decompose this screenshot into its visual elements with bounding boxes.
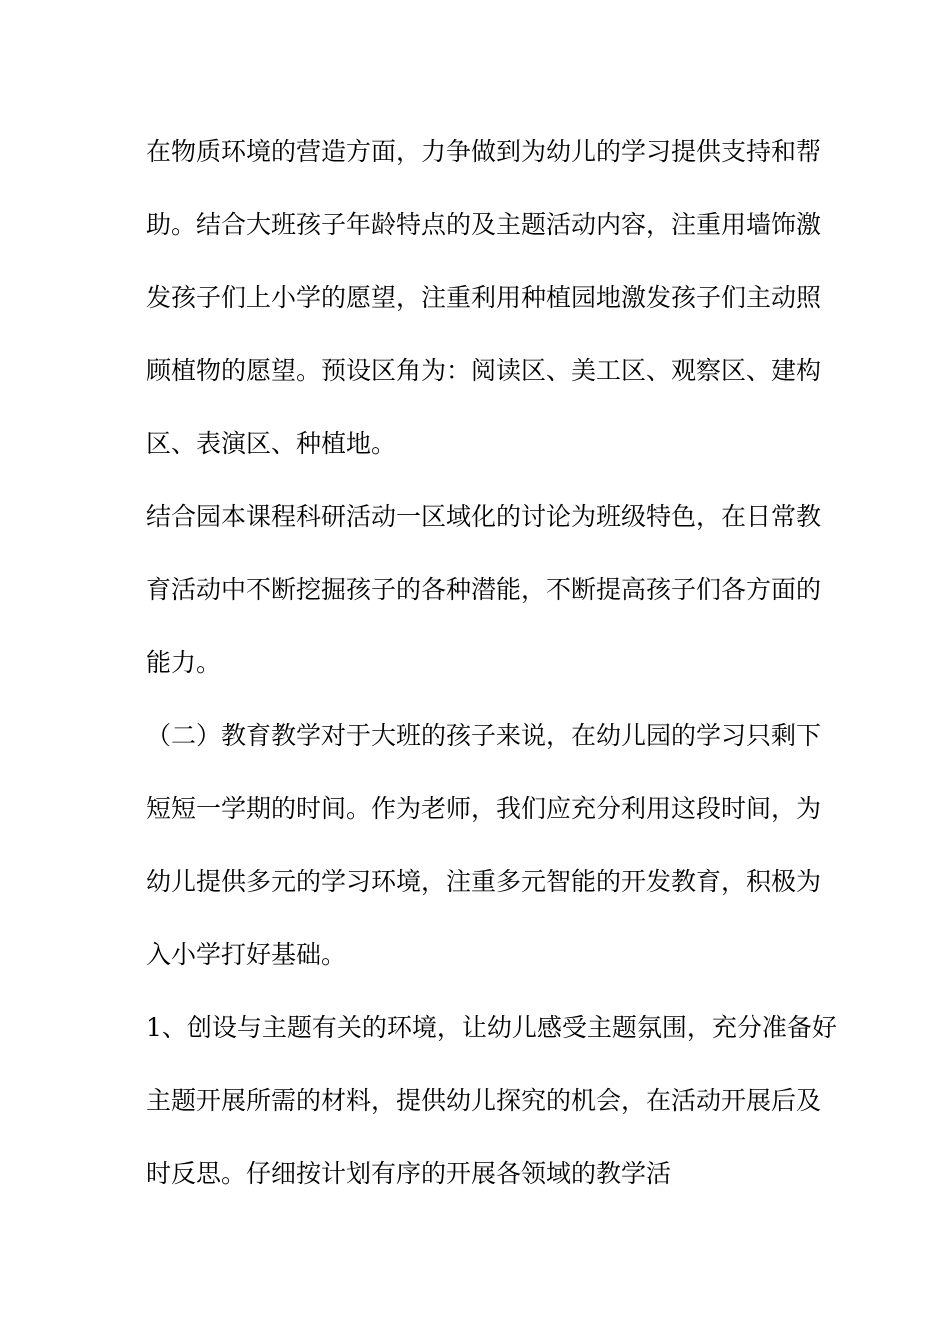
text-line: 助。结合大班孩子年龄特点的及主题活动内容，注重用墙饰激 — [146, 210, 822, 239]
text-line: 顾植物的愿望。预设区角为：阅读区、美工区、观察区、建构 — [146, 356, 822, 385]
text-line: 幼儿提供多元的学习环境，注重多元智能的开发教育，积极为 — [146, 867, 822, 896]
text-line: 能力。 — [146, 648, 222, 677]
text-line: 时反思。仔细按计划有序的开展各领域的教学活 — [146, 1159, 672, 1188]
text-line: 入小学打好基础。 — [146, 940, 347, 969]
text-line: 主题开展所需的材料，提供幼儿探究的机会，在活动开展后及 — [146, 1086, 822, 1115]
text-line: 区、表演区、种植地。 — [146, 429, 397, 458]
text-line: 在物质环境的营造方面，力争做到为幼儿的学习提供支持和帮 — [146, 137, 822, 166]
text-line: （二）教育教学对于大班的孩子来说，在幼儿园的学习只剩下 — [146, 721, 822, 750]
text-line: 1、创设与主题有关的环境，让幼儿感受主题氛围，充分准备好 — [146, 1013, 837, 1042]
text-line: 短短一学期的时间。作为老师，我们应充分利用这段时间，为 — [146, 794, 822, 823]
text-line: 育活动中不断挖掘孩子的各种潜能，不断提高孩子们各方面的 — [146, 575, 822, 604]
text-line: 结合园本课程科研活动一区域化的讨论为班级特色，在日常教 — [146, 502, 822, 531]
text-line: 发孩子们上小学的愿望，注重利用种植园地激发孩子们主动照 — [146, 283, 822, 312]
